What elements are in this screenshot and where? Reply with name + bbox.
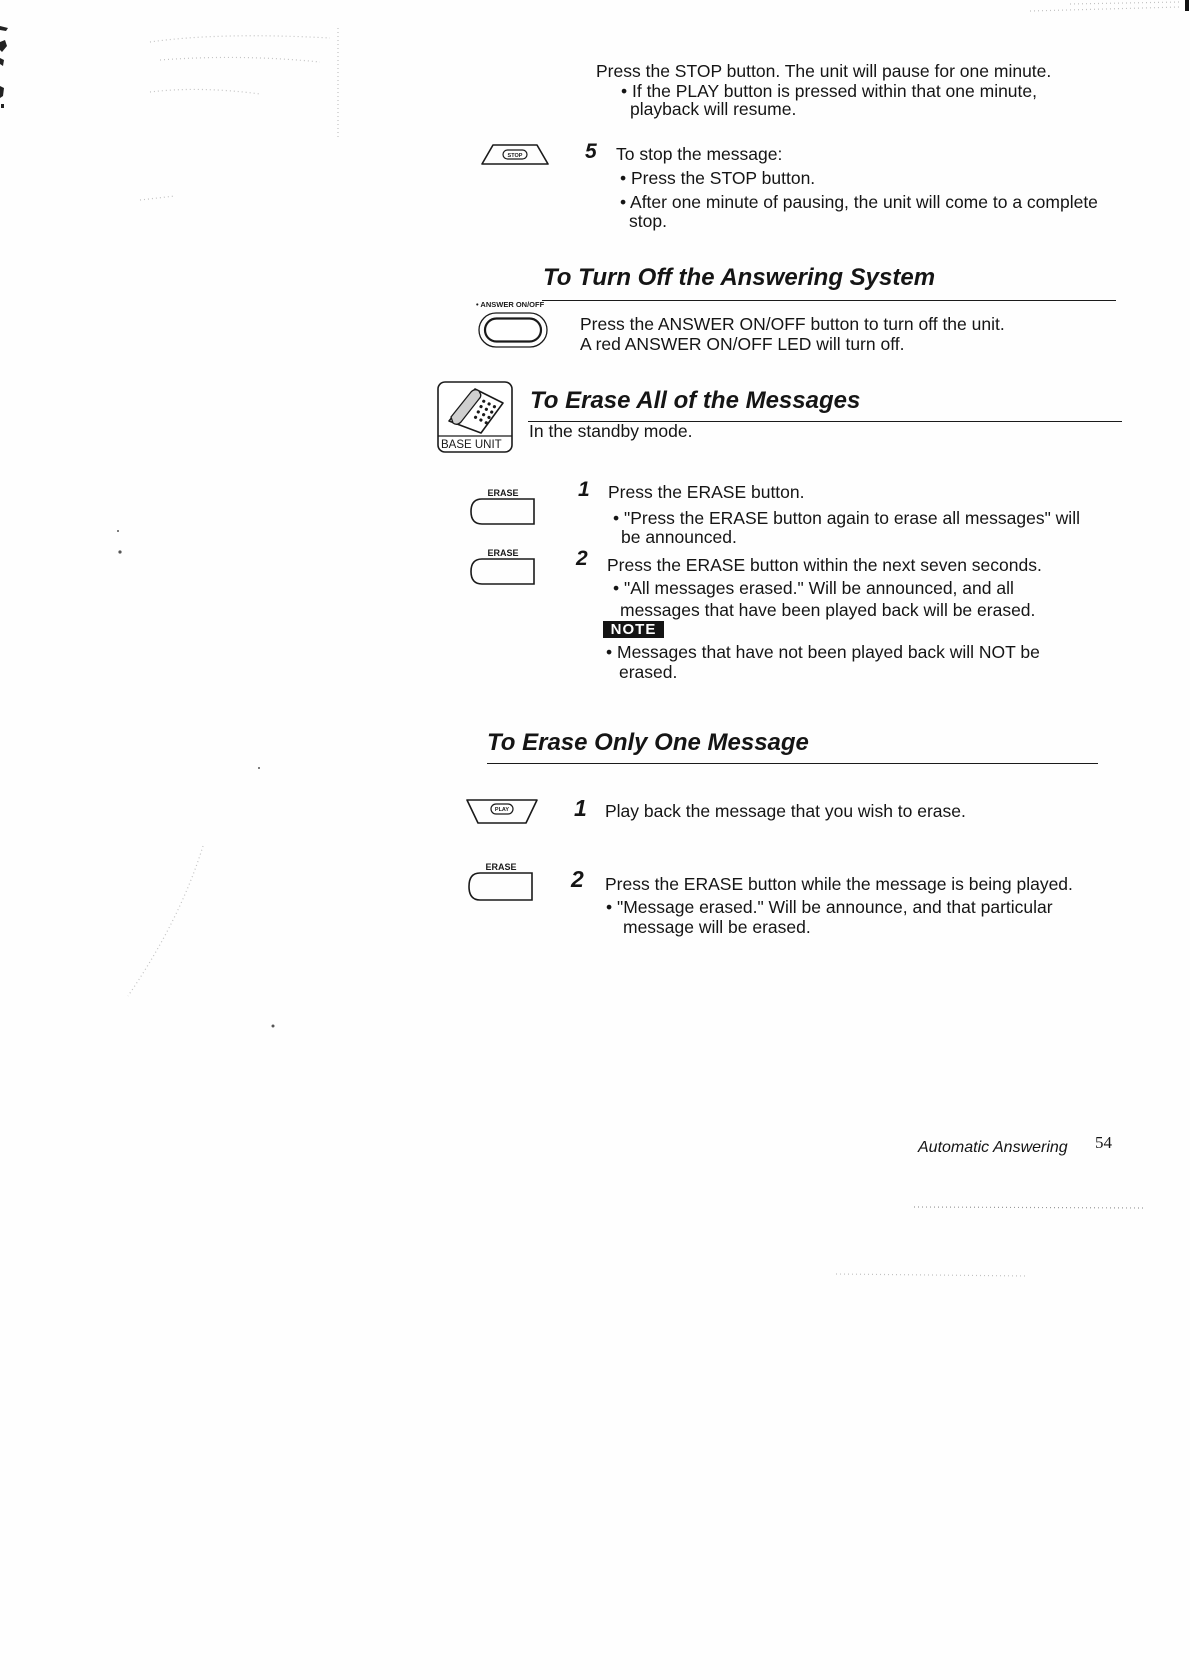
section-heading: To Erase Only One Message [487, 729, 809, 756]
section-condition: In the standby mode. [529, 421, 693, 441]
scan-speck [0, 86, 4, 98]
scan-speck [117, 530, 119, 532]
step-bullet-line: playback will resume. [630, 99, 797, 119]
step-bullet-line: • After one minute of pausing, the unit will come to a complete [620, 192, 1098, 212]
step-number: 5 [585, 140, 597, 163]
scan-dotted-trace [160, 57, 320, 62]
step-text: Press the STOP button. The unit will pause for one minute. [596, 61, 1052, 81]
erase-button-label: ERASE [487, 548, 519, 558]
heading-underline [487, 763, 1098, 764]
erase-button-icon [468, 485, 538, 527]
erase-button-icon [466, 859, 536, 901]
note-badge: NOTE [603, 621, 664, 638]
scan-speck [0, 26, 8, 31]
section-heading: To Turn Off the Answering System [543, 264, 936, 291]
heading-underline [542, 300, 1116, 301]
left-edge-marks [0, 26, 8, 108]
scan-dotted-trace [150, 36, 330, 42]
step-number: 1 [578, 478, 590, 501]
scan-dotted-trace [128, 846, 203, 996]
erase-button-label: ERASE [485, 862, 517, 872]
scan-dotted-trace [150, 89, 260, 94]
scan-dotted-trace [1030, 7, 1180, 11]
step-bullet-line: • "Press the ERASE button again to erase all messages" will [613, 508, 1080, 528]
footer-section-title: Automatic Answering [918, 1139, 1068, 1156]
answer-button-key [485, 319, 541, 342]
step-number: 1 [574, 795, 587, 821]
scan-speck [1, 104, 4, 108]
answer-on-off-button-icon [474, 299, 552, 349]
scan-speck [272, 1025, 275, 1028]
scan-dotted-trace [140, 196, 175, 200]
step-bullet-line: be announced. [621, 527, 737, 547]
base-unit-label: BASE UNIT [441, 439, 502, 451]
answer-on-off-label: • ANSWER ON/OFF [476, 300, 545, 309]
scan-speck [0, 58, 4, 66]
step-text: To stop the message: [616, 144, 783, 164]
erase-button-outline [471, 559, 534, 584]
scan-speck [118, 550, 121, 553]
note-line: • Messages that have not been played back will NOT be [606, 642, 1040, 662]
step-number: 2 [576, 547, 588, 570]
right-edge-mark [1185, 0, 1189, 11]
erase-button-label: ERASE [487, 488, 519, 498]
section-line: A red ANSWER ON/OFF LED will turn off. [580, 334, 905, 354]
step-text: Play back the message that you wish to erase. [605, 801, 966, 821]
step-text: Press the ERASE button within the next seven seconds. [607, 555, 1042, 575]
scan-speck [0, 40, 7, 52]
step-bullet-line: messages that have been played back will be erased. [620, 600, 1036, 620]
step-bullet-line: stop. [629, 211, 667, 231]
erase-button-outline [471, 499, 534, 524]
step-bullet-line: • Press the STOP button. [620, 168, 816, 188]
step-bullet-line: • "Message erased." Will be announce, and that particular [606, 897, 1053, 917]
stop-button-label: STOP [507, 152, 523, 159]
step-bullet-line: • If the PLAY button is pressed within that one minute, [621, 81, 1038, 101]
scan-dots [117, 530, 275, 1028]
note-line: erased. [619, 662, 678, 682]
play-button-icon [465, 796, 539, 826]
erase-button-icon [468, 545, 538, 587]
play-button-label: PLAY [494, 807, 510, 814]
section-heading: To Erase All of the Messages [530, 387, 861, 414]
step-text: Press the ERASE button. [608, 482, 805, 502]
step-number: 2 [571, 866, 584, 892]
section-line: Press the ANSWER ON/OFF button to turn off the unit. [580, 314, 1005, 334]
base-unit-badge [437, 381, 513, 453]
scan-dotted-trace [914, 1207, 1146, 1208]
step-bullet-line: message will be erased. [623, 917, 811, 937]
step-text: Press the ERASE button while the message is being played. [605, 874, 1073, 894]
scan-speck [258, 767, 260, 769]
scan-dotted-trace [836, 1274, 1028, 1276]
stop-button-icon [480, 142, 550, 167]
scan-dotted-trace [1070, 2, 1180, 4]
page-number: 54 [1095, 1133, 1112, 1152]
erase-button-outline [469, 873, 532, 900]
step-bullet-line: • "All messages erased." Will be announced, and all [613, 578, 1014, 598]
